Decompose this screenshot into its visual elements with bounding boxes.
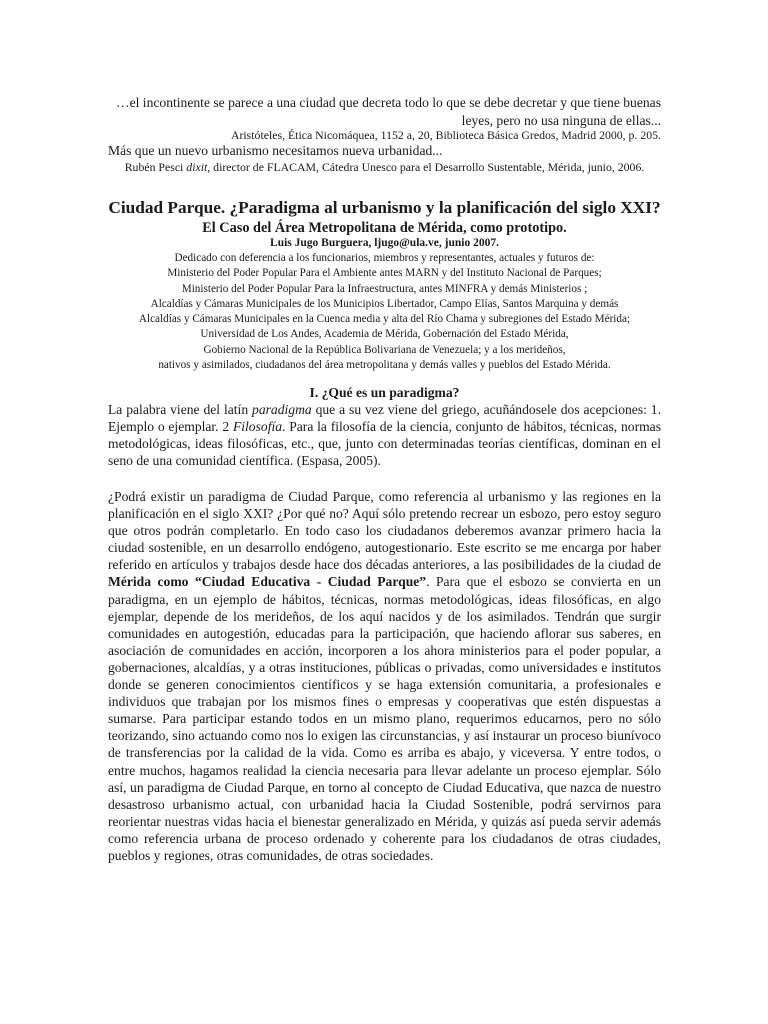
paragraph-text: que a su vez viene del griego, acuñándosele dos acepciones: 1. Ejemplo o ejemplar. 2 — [108, 402, 661, 435]
dedication-line: Ministerio del Poder Popular Para la Infraestructura, antes MINFRA y demás Ministerios ; — [181, 282, 588, 295]
second-epigraph-citation — [108, 160, 661, 175]
second-epigraph-quote: Más que un nuevo urbanismo necesitamos nueva urbanidad... — [108, 143, 443, 158]
dedication-line: Universidad de Los Andes, Academia de Mérida, Gobernación del Estado Mérida, — [200, 328, 569, 341]
citation-author: Rubén Pesci — [124, 160, 187, 174]
paragraph-paradigm-definition — [108, 401, 661, 469]
epigraph-quote: …el incontinente se parece a una ciudad que decreta todo lo que se debe decretar y que tiene buenas leyes, pero no usa ninguna de ellas... — [115, 95, 661, 128]
document-subtitle: El Caso del Área Metropolitana de Mérida, como prototipo. — [202, 220, 567, 236]
paragraph-text: . Para la filosofía de la ciencia, conjunto de hábitos, técnicas, normas metodológicas, ideas filosóficas, etc., que, junto con determinadas teorías científicas, dominan en el seno de una comunidad científica. (Espasa, 2005). — [108, 419, 661, 469]
dedication-line: nativos y asimilados, ciudadanos del área metropolitana y demás valles y pueblos del Estado Mérida. — [158, 359, 611, 372]
dedication-line: Gobierno Nacional de la República Bolivariana de Venezuela; y a los merideños, — [203, 343, 566, 356]
document-title: Ciudad Parque. ¿Paradigma al urbanismo y la planificación del siglo XXI? — [108, 198, 661, 217]
italic-term: paradigma — [252, 402, 312, 417]
citation-rest: , director de FLACAM, Cátedra Unesco para el Desarrollo Sustentable, Mérida, junio, 2006. — [207, 160, 645, 174]
paragraph-text: . Para que el esbozo se convierta en un paradigma, en un ejemplo de hábitos, técnicas, normas metodológicas, ideas filosóficas, en algo ejemplar, depende de los merideños, de los aquí nacidos y de los asimilados. Tendrán que surgir comunidades en autogestión, educadas para la participación, que haciendo aflorar sus saberes, en asociación de comunidades en acción, incorporen a los ahora ministerios para el poder popular, a gobernaciones, alcaldías, y a otras instituciones, públicas o privadas, como universidades e institutos donde se generen conocimientos científicos y se haga extensión comunitaria, a profesionales e individuos que trabajan por los mismos fines o empresas y cooperativas que estén dispuestas a sumarse. Para participar estando todos en un mismo plano, requerimos educarnos, pero no sólo teorizando, sino actuando como nos lo exigen las circunstancias, y así instaurar un proceso biunívoco de transferencias por la calidad de la vida. Como es arriba es abajo, y viceversa. Y entre todos, o entre muchos, hagamos realidad la ciencia necesaria para llevar adelante un proceso ejemplar. Sólo así, un paradigma de Ciudad Parque, en torno al concepto de Ciudad Educativa, que nazca de nuestro desastroso urbanismo actual, con urbanidad hacia la Ciudad Sostenible, podrá servirnos para reorientar nuestras vidas hacia el bienestar generalizado en Mérida, y quizás así pueda servir además como referencia urbana de proceso ordenado y coherente para los ciudadanos de otras ciudades, pueblos y regiones, otras comunidades, de otras sociedades. — [108, 574, 661, 863]
citation-dixit: dixit — [186, 160, 208, 174]
epigraph-citation: Aristóteles, Ética Nicomáquea, 1152 a, 20, Biblioteca Básica Gredos, Madrid 2000, p. 205. — [230, 128, 661, 142]
dedication-line: Dedicado con deferencia a los funcionarios, miembros y representantes, actuales y futuros de: — [174, 252, 595, 264]
dedication-block — [100, 251, 669, 373]
dedication-line: Ministerio del Poder Popular Para el Ambiente antes MARN y del Instituto Nacional de Parques; — [167, 267, 602, 280]
paragraph-ciudad-parque — [108, 488, 661, 864]
author-line: Luis Jugo Burguera, ljugo@ula.ve, junio 2007. — [270, 237, 499, 249]
bold-phrase: Mérida como “Ciudad Educativa - Ciudad Parque” — [108, 574, 427, 590]
italic-term: Filosofía — [232, 419, 283, 435]
dedication-line: Alcaldías y Cámaras Municipales de los Municipios Libertador, Campo Elías, Santos Marquina y demás — [150, 297, 619, 310]
section-heading: I. ¿Qué es un paradigma? — [309, 385, 460, 400]
paragraph-text: La palabra viene del latín — [108, 402, 253, 417]
paragraph-text: ¿Podrá existir un paradigma de Ciudad Parque, como referencia al urbanismo y las regiones en la planificación en el siglo XXI? ¿Por qué no? Aquí sólo pretendo recrear un esbozo, pero estoy seguro que otros podrán completarlo. En todo caso los ciudadanos deberemos avanzar primero hacia la ciudad sostenible, en un desarrollo endógeno, autogestionario. Este escrito se me encarga por haber referido en artículos y trabajos desde hace dos décadas anteriores, a las posibilidades de la ciudad de — [108, 489, 661, 573]
dedication-line: Alcaldías y Cámaras Municipales en la Cuenca media y alta del Río Chama y subregiones del Estado Mérida; — [138, 313, 631, 326]
